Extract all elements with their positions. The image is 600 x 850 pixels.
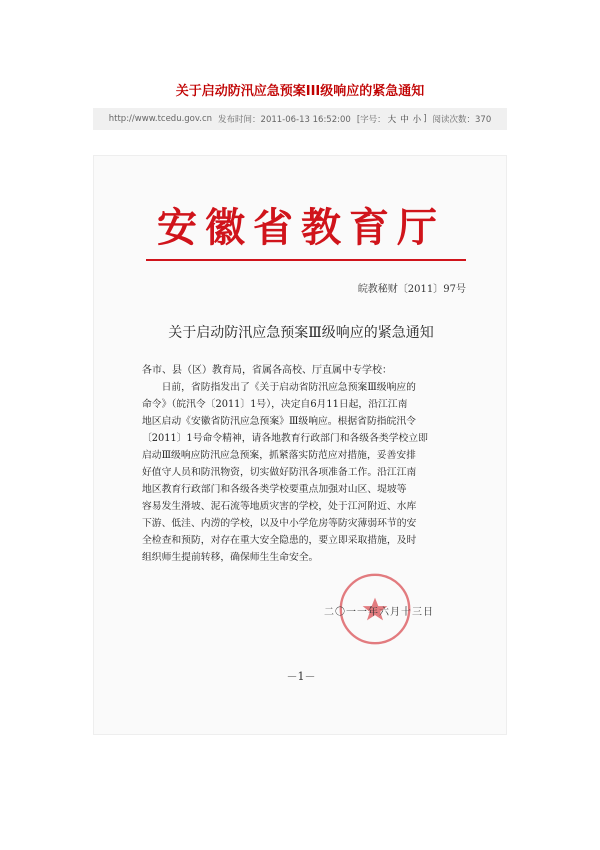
font-size-label-end: ] xyxy=(423,114,427,124)
article-meta-bar xyxy=(93,108,507,130)
issue-date: 二〇一一年六月十三日 xyxy=(324,607,434,618)
body-line: 下游、低洼、内涝的学校，以及中小学危房等防灾薄弱环节的安 xyxy=(142,518,417,529)
document-title: 关于启动防汛应急预案Ⅲ级响应的紧急通知 xyxy=(168,325,434,341)
font-size-label: [字号： xyxy=(356,115,386,125)
publish-time: 发布时间：2011-06-13 16:52:00 xyxy=(218,115,351,125)
document-body xyxy=(142,379,468,566)
body-line: 全检查和预防，对存在重大安全隐患的，要立即采取措施，及时 xyxy=(142,535,417,546)
body-line: 好值守人员和防汛物资，切实做好防汛各项准备工作。沿江江南 xyxy=(142,467,417,478)
recipient-line: 各市、县（区）教育局，省属各高校、厅直属中专学校： xyxy=(142,365,392,376)
source-url-link[interactable]: http://www.tcedu.gov.cn xyxy=(108,114,213,124)
letterhead-divider xyxy=(146,259,466,261)
page-number: －1－ xyxy=(286,670,316,683)
body-line: 日前，省防指发出了《关于启动省防汛应急预案Ⅲ级响应的 xyxy=(142,382,416,393)
read-count: 阅读次数：370 xyxy=(432,115,492,125)
body-line: 命令》（皖汛令〔2011〕1号），决定自6月11日起，沿江江南 xyxy=(142,399,408,410)
body-line: 组织师生提前转移，确保师生生命安全。 xyxy=(142,552,319,563)
scanned-document xyxy=(93,155,507,735)
letterhead: 安徽省教育厅 xyxy=(157,204,445,251)
body-line: 容易发生滑坡、泥石流等地质灾害的学校，处于江河附近、水库 xyxy=(142,501,417,512)
font-size-large-button[interactable]: 大 xyxy=(387,115,397,125)
font-size-medium-button[interactable]: 中 xyxy=(400,115,409,125)
body-line: 启动Ⅲ级响应防汛应急预案，抓紧落实防范应对措施，妥善安排 xyxy=(142,450,416,461)
page-title: 关于启动防汛应急预案III级响应的紧急通知 xyxy=(175,84,425,99)
font-size-small-button[interactable]: 小 xyxy=(412,115,422,125)
document-number: 皖教秘财〔2011〕97号 xyxy=(357,284,466,295)
body-line: 地区启动《安徽省防汛应急预案》Ⅲ级响应。根据省防指皖汛令 xyxy=(142,416,416,427)
body-line: 地区教育行政部门和各级各类学校要重点加强对山区、堤坡等 xyxy=(142,484,407,495)
body-line: 〔2011〕1号命令精神，请各地教育行政部门和各级各类学校立即 xyxy=(142,433,428,444)
